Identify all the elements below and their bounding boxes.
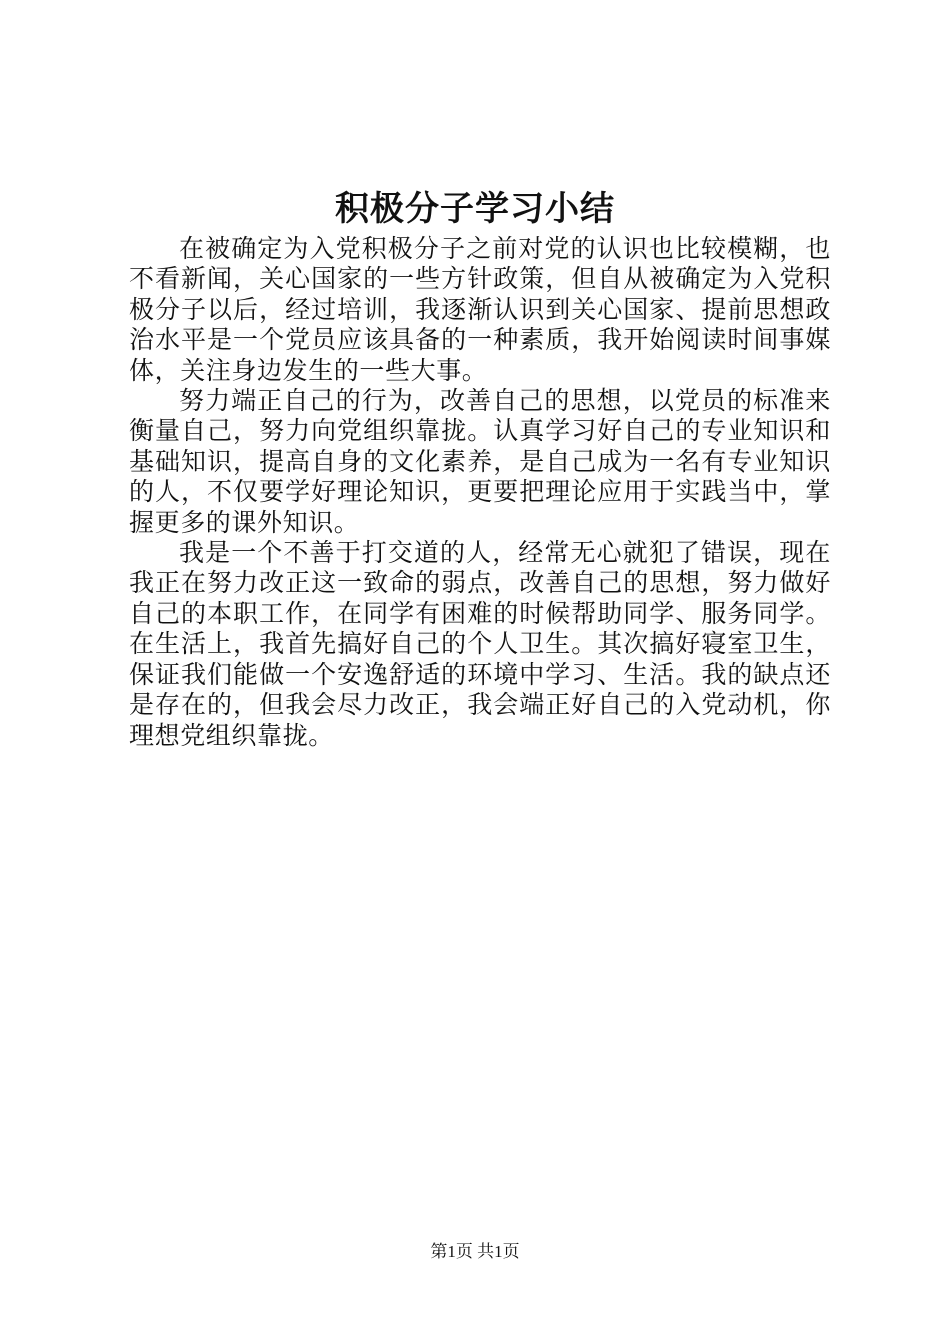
document-title: 积极分子学习小结 (335, 189, 615, 229)
document-body (129, 234, 831, 751)
paragraph-3: 我是一个不善于打交道的人，经常无心就犯了错误，现在我正在努力改正这一致命的弱点，改善自己的思想，努力做好自己的本职工作，在同学有困难的时候帮助同学、服务同学。在生活上，我首先搞好自己的个人卫生。其次搞好寝室卫生，保证我们能做一个安逸舒适的环境中学习、生活。我的缺点还是存在的，但我会尽力改正，我会端正好自己的入党动机，你理想党组织靠拢。 (129, 538, 831, 750)
paragraph-2: 努力端正自己的行为，改善自己的思想，以党员的标准来衡量自己，努力向党组织靠拢。认真学习好自己的专业知识和基础知识，提高自身的文化素养，是自己成为一名有专业知识的人，不仅要学好理论知识，更要把理论应用于实践当中，掌握更多的课外知识。 (129, 386, 831, 537)
paragraph-1: 在被确定为入党积极分子之前对党的认识也比较模糊，也不看新闻，关心国家的一些方针政策，但自从被确定为入党积极分子以后，经过培训，我逐渐认识到关心国家、提前思想政治水平是一个党员应该具备的一种素质，我开始阅读时间事媒体，关注身边发生的一些大事。 (129, 234, 831, 385)
page-number-footer: 第1页 共1页 (430, 1242, 520, 1261)
